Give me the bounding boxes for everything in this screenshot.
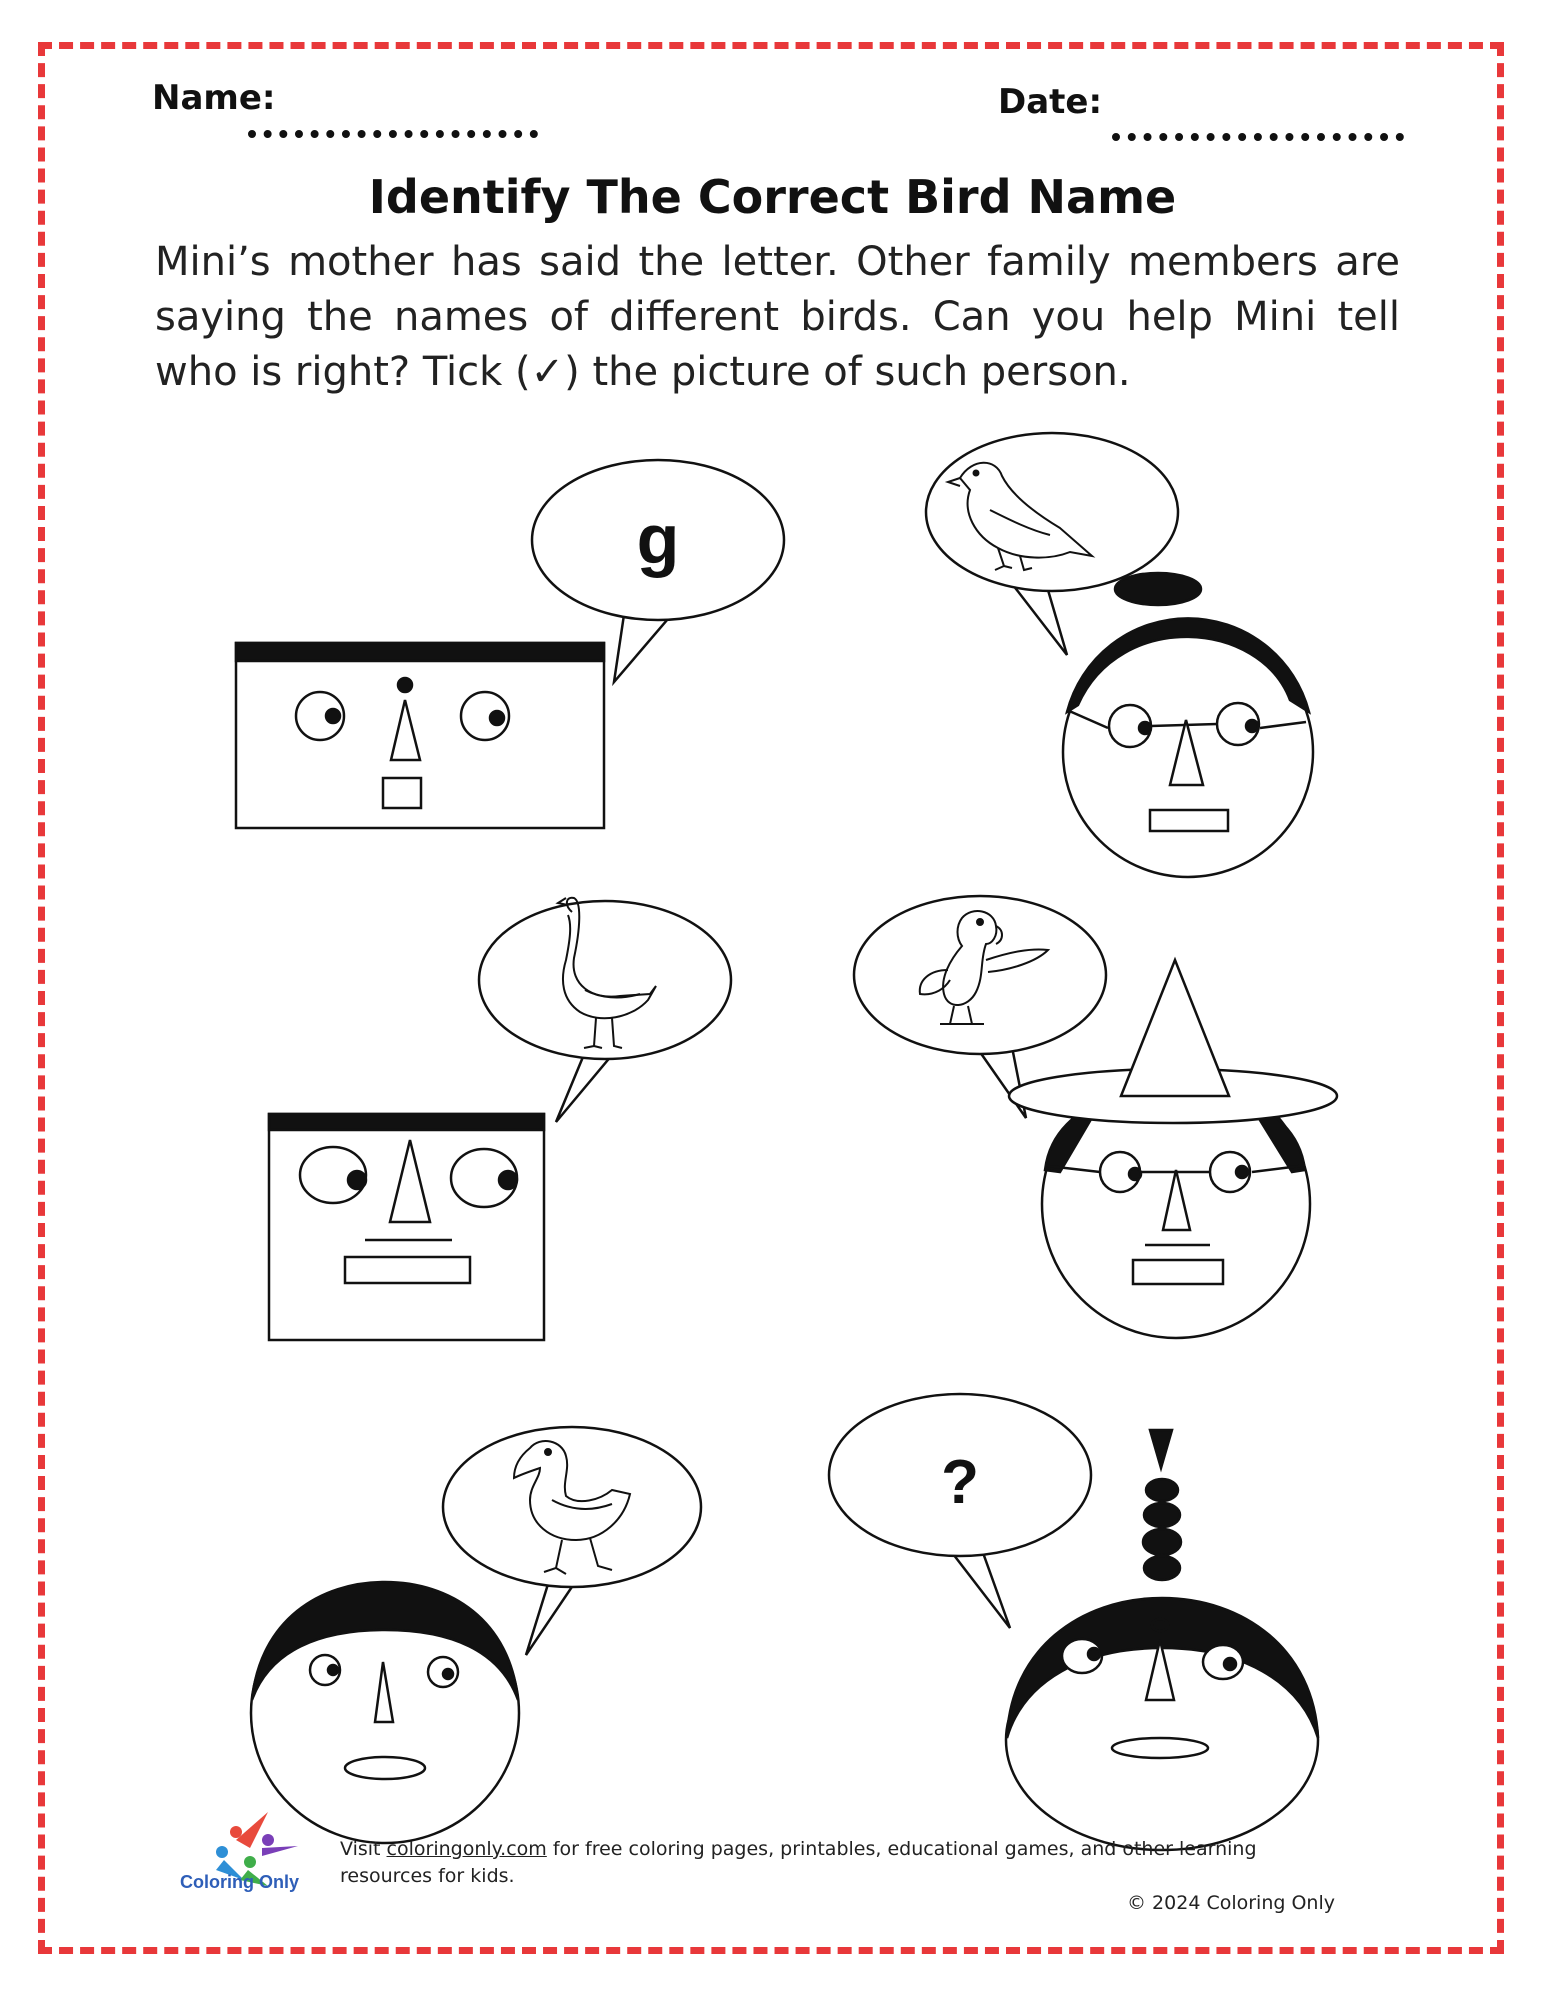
- worksheet-title: Identify The Correct Bird Name: [368, 170, 1177, 224]
- top-knot-ball-1: [1146, 1479, 1178, 1501]
- top-knot-tip: [1150, 1430, 1172, 1468]
- brother-figure[interactable]: [251, 1582, 519, 1843]
- right-pupil: [443, 1669, 453, 1679]
- speech-bubble-pigeon: [926, 433, 1178, 655]
- mother-figure[interactable]: [236, 643, 604, 828]
- top-knot-ball-2: [1144, 1503, 1180, 1527]
- right-pupil: [499, 1171, 517, 1189]
- name-label: Name:: [152, 78, 276, 118]
- date-label: Date:: [998, 82, 1103, 122]
- bubble-letter-text: g: [636, 500, 680, 578]
- footer: [340, 1836, 1335, 1917]
- mouth: [345, 1757, 425, 1779]
- mouth: [1112, 1738, 1208, 1758]
- top-knot-ball-4: [1144, 1556, 1180, 1580]
- logo-wordmark: Coloring Only: [180, 1872, 299, 1892]
- mouth: [1150, 810, 1228, 831]
- right-pupil: [1224, 1658, 1236, 1670]
- speech-bubble-goose: [479, 901, 731, 1122]
- top-knot-ball-3: [1143, 1529, 1181, 1555]
- grandmother-figure[interactable]: [1063, 573, 1313, 877]
- right-eye: [1203, 1645, 1243, 1679]
- bindi-dot: [1152, 1619, 1168, 1631]
- hair-bun: [1115, 573, 1201, 605]
- hat-cone: [1121, 960, 1229, 1096]
- right-pupil: [1246, 720, 1258, 732]
- hair-band: [269, 1114, 544, 1130]
- right-pupil: [490, 711, 504, 725]
- left-pupil: [348, 1171, 366, 1189]
- footer-visit-suffix: for free coloring pages, printables, educational games, and other learning resources for kids.: [340, 1838, 1257, 1887]
- left-pupil: [1088, 1648, 1100, 1660]
- hair-band: [236, 643, 604, 661]
- left-pupil: [328, 1665, 338, 1675]
- footer-visit-prefix: Visit: [340, 1838, 387, 1860]
- footer-copyright: © 2024 Coloring Only: [1127, 1892, 1335, 1914]
- father-figure[interactable]: [269, 1114, 544, 1340]
- footer-link[interactable]: coloringonly.com: [386, 1838, 547, 1860]
- mouth: [345, 1257, 470, 1283]
- bindi-dot: [398, 678, 412, 692]
- left-pupil: [1129, 1168, 1141, 1180]
- bubble-question-text: ?: [941, 1448, 979, 1517]
- left-pupil: [1139, 722, 1151, 734]
- right-pupil: [1236, 1166, 1248, 1178]
- mouth: [1133, 1260, 1223, 1284]
- instructions-text: Mini’s mother has said the letter. Other family members are saying the names of different birds. Can you help Mini tell who is right? Tick (✓) the picture of such person.: [155, 239, 1400, 395]
- square-face: [269, 1114, 544, 1340]
- mouth: [383, 778, 421, 808]
- left-pupil: [326, 709, 340, 723]
